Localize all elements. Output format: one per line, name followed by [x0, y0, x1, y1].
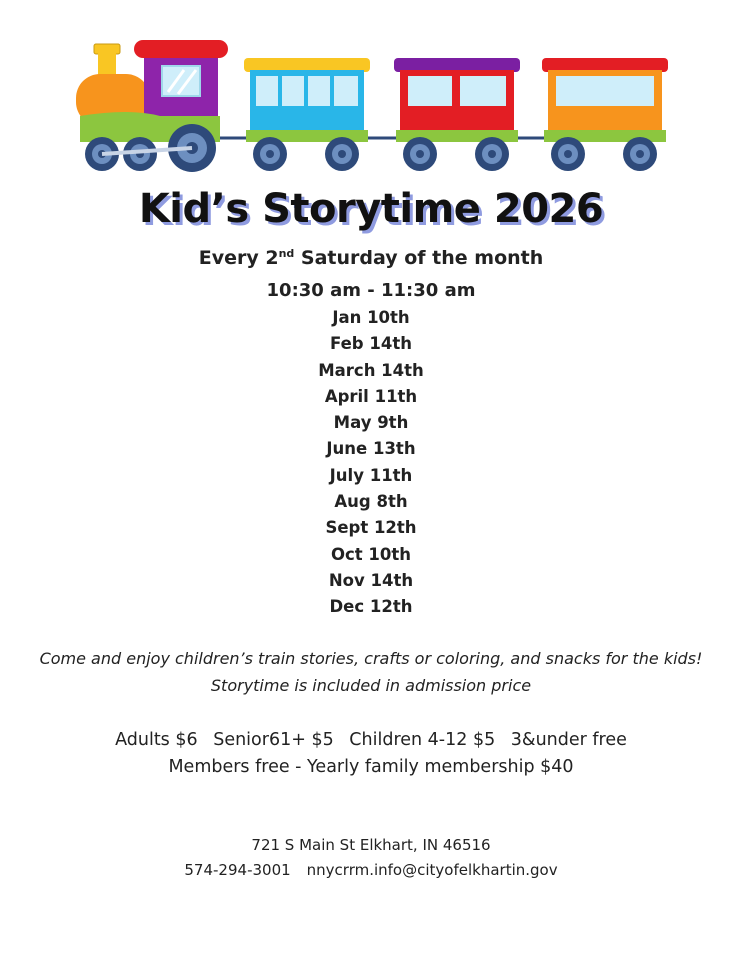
price-row: [0, 727, 742, 754]
train-car-orange: [542, 58, 668, 171]
subtitle-prefix: Every 2: [198, 247, 279, 269]
engine: [76, 40, 228, 172]
date-item: April 11th: [324, 386, 418, 406]
price-adults: Adults $6: [115, 730, 198, 750]
date-item: Aug 8th: [334, 492, 408, 512]
price-members: Members free - Yearly family membership $40: [168, 757, 574, 777]
schedule-subtitle: [0, 247, 742, 269]
description-line-1: Come and enjoy children’s train stories, crafts or coloring, and snacks for the kids!: [39, 649, 703, 668]
date-item: Nov 14th: [328, 570, 414, 590]
train-car-blue: [244, 58, 370, 171]
date-list: [0, 305, 742, 621]
subtitle-suffix: Saturday of the month: [294, 247, 544, 269]
date-item: May 9th: [333, 413, 409, 433]
date-item: Jan 10th: [332, 308, 410, 327]
contact-email: nnycrrm.info@cityofelkhartin.gov: [306, 861, 558, 879]
train-illustration: [70, 36, 670, 176]
event-description: [0, 645, 742, 699]
date-item: Oct 10th: [330, 544, 412, 564]
description-line-2: Storytime is included in admission price: [210, 676, 532, 695]
subtitle-ordinal: nd: [278, 247, 295, 260]
contact-line: [0, 858, 742, 883]
admission-prices: [0, 727, 742, 781]
price-children: Children 4-12 $5: [349, 730, 496, 750]
date-item: July 11th: [329, 465, 413, 485]
date-item: March 14th: [318, 360, 424, 380]
train-car-red: [394, 58, 520, 171]
event-time: 10:30 am - 11:30 am: [266, 280, 476, 301]
date-item: Feb 14th: [330, 334, 412, 354]
price-seniors: Senior61+ $5: [213, 730, 334, 750]
contact-address: 721 S Main St Elkhart, IN 46516: [251, 836, 491, 854]
page-title: Kid’s Storytime 2026: [138, 186, 604, 232]
date-item: Dec 12th: [329, 597, 413, 617]
date-item: Sept 12th: [325, 518, 417, 538]
date-item: June 13th: [326, 439, 416, 459]
contact-phone: 574-294-3001: [184, 861, 291, 879]
price-toddlers: 3&under free: [510, 730, 627, 750]
contact-info: [0, 833, 742, 883]
